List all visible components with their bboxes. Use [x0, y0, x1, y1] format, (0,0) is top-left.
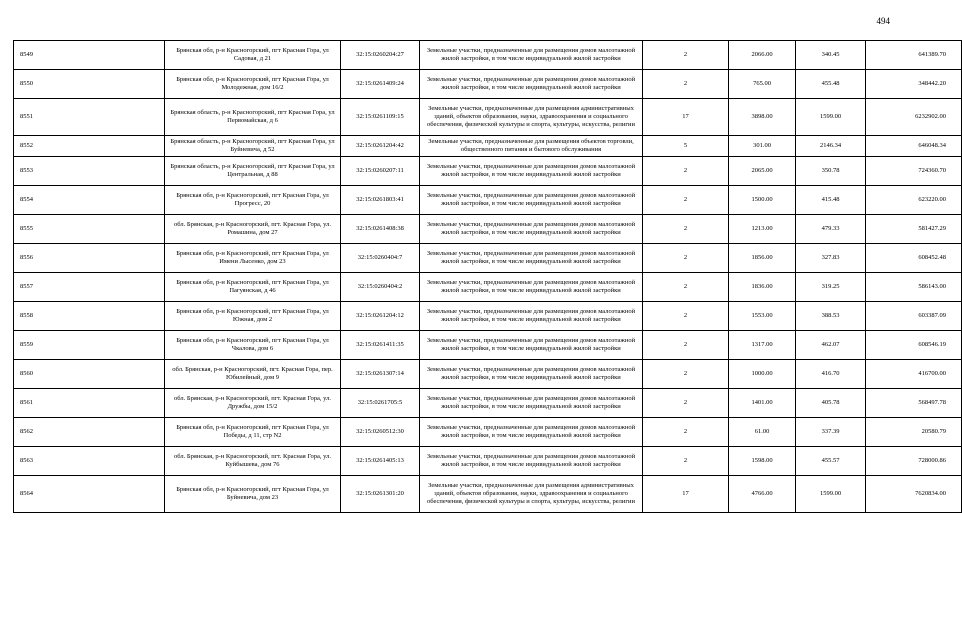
table-row: [14, 302, 962, 331]
area-cell: 1836.00: [729, 273, 796, 302]
cadastral-number-cell: 32:15:0261204:42: [341, 136, 420, 157]
cadastral-number-cell: 32:15:0261409:24: [341, 70, 420, 99]
table-row: [14, 70, 962, 99]
specific-value-cell: 415.48: [796, 186, 866, 215]
use-code-cell: 2: [643, 447, 729, 476]
use-code-cell: 5: [643, 136, 729, 157]
table-row: [14, 331, 962, 360]
table-row: [14, 244, 962, 273]
cadastral-number-cell: 32:15:0261705:5: [341, 389, 420, 418]
area-cell: 1317.00: [729, 331, 796, 360]
address-cell: Брянская обл, р-н Красногорский, пгт Красная Гора, ул Прогресс, 20: [165, 186, 341, 215]
specific-value-cell: 327.83: [796, 244, 866, 273]
cadastral-value-cell: 608546.19: [866, 331, 962, 360]
cadastral-number-cell: 32:15:0260404:7: [341, 244, 420, 273]
cadastral-number-cell: 32:15:0260207:11: [341, 157, 420, 186]
specific-value-cell: 455.48: [796, 70, 866, 99]
row-number: 8560: [14, 360, 165, 389]
cadastral-value-cell: 20580.79: [866, 418, 962, 447]
row-number: 8550: [14, 70, 165, 99]
specific-value-cell: 416.70: [796, 360, 866, 389]
row-number: 8559: [14, 331, 165, 360]
area-cell: 2065.00: [729, 157, 796, 186]
area-cell: 765.00: [729, 70, 796, 99]
area-cell: 1500.00: [729, 186, 796, 215]
area-cell: 301.00: [729, 136, 796, 157]
table-row: [14, 99, 962, 136]
cadastral-number-cell: 32:15:0261411:35: [341, 331, 420, 360]
address-cell: Брянская обл, р-н Красногорский, пгт Красная Гора, ул Садовая, д 21: [165, 41, 341, 70]
specific-value-cell: 1599.00: [796, 99, 866, 136]
cadastral-value-cell: 348442.20: [866, 70, 962, 99]
table-row: [14, 186, 962, 215]
table-row: [14, 418, 962, 447]
specific-value-cell: 462.07: [796, 331, 866, 360]
land-use-cell: Земельные участки, предназначенные для размещения административных зданий, объектов образования, науки, здравоохранения и социального обеспечения, физической культуры и спорта, культуры, искусства, религии: [420, 99, 643, 136]
cadastral-number-cell: 32:15:0261109:15: [341, 99, 420, 136]
cadastral-value-cell: 416700.00: [866, 360, 962, 389]
row-number: 8555: [14, 215, 165, 244]
address-cell: Брянская обл, р-н Красногорский, пгт Красная Гора, ул Победы, д 11, стр N2: [165, 418, 341, 447]
use-code-cell: 2: [643, 70, 729, 99]
area-cell: 1598.00: [729, 447, 796, 476]
land-use-cell: Земельные участки, предназначенные для размещения домов малоэтажной жилой застройки, в том числе индивидуальной жилой застройки: [420, 70, 643, 99]
cadastral-value-cell: 6232902.00: [866, 99, 962, 136]
land-registry-table: [13, 40, 962, 513]
address-cell: обл. Брянская, р-н Красногорский, пгт. Красная Гора, ул. Дружбы, дом 15/2: [165, 389, 341, 418]
land-use-cell: Земельные участки, предназначенные для размещения домов малоэтажной жилой застройки, в том числе индивидуальной жилой застройки: [420, 302, 643, 331]
row-number: 8556: [14, 244, 165, 273]
cadastral-number-cell: 32:15:0261408:38: [341, 215, 420, 244]
cadastral-value-cell: 724360.70: [866, 157, 962, 186]
cadastral-number-cell: 32:15:0261301:20: [341, 476, 420, 513]
specific-value-cell: 405.78: [796, 389, 866, 418]
address-cell: Брянская обл, р-н Красногорский, пгт Красная Гора, ул Имени Лысенко, дом 23: [165, 244, 341, 273]
row-number: 8549: [14, 41, 165, 70]
row-number: 8564: [14, 476, 165, 513]
area-cell: 4766.00: [729, 476, 796, 513]
row-number: 8563: [14, 447, 165, 476]
cadastral-number-cell: 32:15:0260204:27: [341, 41, 420, 70]
address-cell: Брянская обл, р-н Красногорский, пгт Красная Гора, ул Молодежная, дом 16/2: [165, 70, 341, 99]
land-use-cell: Земельные участки, предназначенные для размещения домов малоэтажной жилой застройки, в том числе индивидуальной жилой застройки: [420, 360, 643, 389]
specific-value-cell: 350.78: [796, 157, 866, 186]
table-row: [14, 273, 962, 302]
use-code-cell: 2: [643, 186, 729, 215]
land-use-cell: Земельные участки, предназначенные для размещения домов малоэтажной жилой застройки, в том числе индивидуальной жилой застройки: [420, 331, 643, 360]
cadastral-value-cell: 7620834.00: [866, 476, 962, 513]
specific-value-cell: 2146.34: [796, 136, 866, 157]
table-row: [14, 215, 962, 244]
use-code-cell: 2: [643, 41, 729, 70]
land-use-cell: Земельные участки, предназначенные для размещения домов малоэтажной жилой застройки, в том числе индивидуальной жилой застройки: [420, 389, 643, 418]
cadastral-number-cell: 32:15:0261204:12: [341, 302, 420, 331]
land-use-cell: Земельные участки, предназначенные для размещения объектов торговли, общественного питания и бытового обслуживания: [420, 136, 643, 157]
address-cell: Брянская обл, р-н Красногорский, пгт Красная Гора, ул Буйневича, дом 23: [165, 476, 341, 513]
use-code-cell: 2: [643, 215, 729, 244]
specific-value-cell: 340.45: [796, 41, 866, 70]
specific-value-cell: 455.57: [796, 447, 866, 476]
area-cell: 1000.00: [729, 360, 796, 389]
use-code-cell: 2: [643, 389, 729, 418]
area-cell: 3898.00: [729, 99, 796, 136]
use-code-cell: 17: [643, 99, 729, 136]
use-code-cell: 2: [643, 302, 729, 331]
use-code-cell: 2: [643, 360, 729, 389]
use-code-cell: 2: [643, 418, 729, 447]
address-cell: Брянская обл, р-н Красногорский, пгт Красная Гора, ул Чкалова, дом 6: [165, 331, 341, 360]
area-cell: 61.00: [729, 418, 796, 447]
table-row: [14, 476, 962, 513]
address-cell: обл. Брянская, р-н Красногорский, пгт. Красная Гора, ул. Куйбышева, дом 76: [165, 447, 341, 476]
address-cell: Брянская область, р-н Красногорский, пгт Красная Гора, ул Буйневича, д 52: [165, 136, 341, 157]
use-code-cell: 2: [643, 157, 729, 186]
page-number: 494: [876, 16, 890, 26]
land-use-cell: Земельные участки, предназначенные для размещения домов малоэтажной жилой застройки, в том числе индивидуальной жилой застройки: [420, 41, 643, 70]
specific-value-cell: 388.53: [796, 302, 866, 331]
land-use-cell: Земельные участки, предназначенные для размещения домов малоэтажной жилой застройки, в том числе индивидуальной жилой застройки: [420, 273, 643, 302]
address-cell: Брянская обл, р-н Красногорский, пгт Красная Гора, ул Пагуянская, д 46: [165, 273, 341, 302]
area-cell: 1856.00: [729, 244, 796, 273]
cadastral-value-cell: 586143.00: [866, 273, 962, 302]
table-body: [14, 41, 962, 513]
cadastral-value-cell: 646048.34: [866, 136, 962, 157]
specific-value-cell: 337.39: [796, 418, 866, 447]
cadastral-number-cell: 32:15:0261307:14: [341, 360, 420, 389]
address-cell: обл. Брянская, р-н Красногорский, пгт. Красная Гора, ул. Ромашина, дом 27: [165, 215, 341, 244]
address-cell: Брянская область, р-н Красногорский, пгт Красная Гора, ул Центральная, д 88: [165, 157, 341, 186]
cadastral-value-cell: 608452.48: [866, 244, 962, 273]
row-number: 8558: [14, 302, 165, 331]
specific-value-cell: 1599.00: [796, 476, 866, 513]
land-use-cell: Земельные участки, предназначенные для размещения домов малоэтажной жилой застройки, в том числе индивидуальной жилой застройки: [420, 157, 643, 186]
table-row: [14, 389, 962, 418]
row-number: 8562: [14, 418, 165, 447]
area-cell: 1401.00: [729, 389, 796, 418]
land-use-cell: Земельные участки, предназначенные для размещения домов малоэтажной жилой застройки, в том числе индивидуальной жилой застройки: [420, 215, 643, 244]
cadastral-number-cell: 32:15:0261803:41: [341, 186, 420, 215]
land-use-cell: Земельные участки, предназначенные для размещения домов малоэтажной жилой застройки, в том числе индивидуальной жилой застройки: [420, 418, 643, 447]
cadastral-number-cell: 32:15:0260512:30: [341, 418, 420, 447]
row-number: 8557: [14, 273, 165, 302]
address-cell: Брянская обл, р-н Красногорский, пгт Красная Гора, ул Южная, дом 2: [165, 302, 341, 331]
land-use-cell: Земельные участки, предназначенные для размещения административных зданий, объектов образования, науки, здравоохранения и социального обеспечения, физической культуры и спорта, культуры, искусства, религии: [420, 476, 643, 513]
use-code-cell: 2: [643, 244, 729, 273]
table-row: [14, 447, 962, 476]
cadastral-value-cell: 641389.70: [866, 41, 962, 70]
cadastral-value-cell: 603387.09: [866, 302, 962, 331]
use-code-cell: 2: [643, 273, 729, 302]
land-use-cell: Земельные участки, предназначенные для размещения домов малоэтажной жилой застройки, в том числе индивидуальной жилой застройки: [420, 186, 643, 215]
land-use-cell: Земельные участки, предназначенные для размещения домов малоэтажной жилой застройки, в том числе индивидуальной жилой застройки: [420, 447, 643, 476]
cadastral-value-cell: 728000.86: [866, 447, 962, 476]
area-cell: 1553.00: [729, 302, 796, 331]
specific-value-cell: 319.25: [796, 273, 866, 302]
cadastral-value-cell: 581427.29: [866, 215, 962, 244]
row-number: 8561: [14, 389, 165, 418]
table-row: [14, 41, 962, 70]
cadastral-number-cell: 32:15:0261405:13: [341, 447, 420, 476]
table-row: [14, 157, 962, 186]
address-cell: Брянская область, р-н Красногорский, пгт Красная Гора, ул Первомайская, д 6: [165, 99, 341, 136]
row-number: 8553: [14, 157, 165, 186]
specific-value-cell: 479.33: [796, 215, 866, 244]
table-row: [14, 136, 962, 157]
area-cell: 2066.00: [729, 41, 796, 70]
table-row: [14, 360, 962, 389]
cadastral-number-cell: 32:15:0260404:2: [341, 273, 420, 302]
row-number: 8551: [14, 99, 165, 136]
address-cell: обл. Брянская, р-н Красногорский, пгт. Красная Гора, пер. Юбилейный, дом 9: [165, 360, 341, 389]
use-code-cell: 2: [643, 331, 729, 360]
cadastral-value-cell: 623220.00: [866, 186, 962, 215]
area-cell: 1213.00: [729, 215, 796, 244]
cadastral-value-cell: 568497.78: [866, 389, 962, 418]
row-number: 8552: [14, 136, 165, 157]
use-code-cell: 17: [643, 476, 729, 513]
land-use-cell: Земельные участки, предназначенные для размещения домов малоэтажной жилой застройки, в том числе индивидуальной жилой застройки: [420, 244, 643, 273]
row-number: 8554: [14, 186, 165, 215]
